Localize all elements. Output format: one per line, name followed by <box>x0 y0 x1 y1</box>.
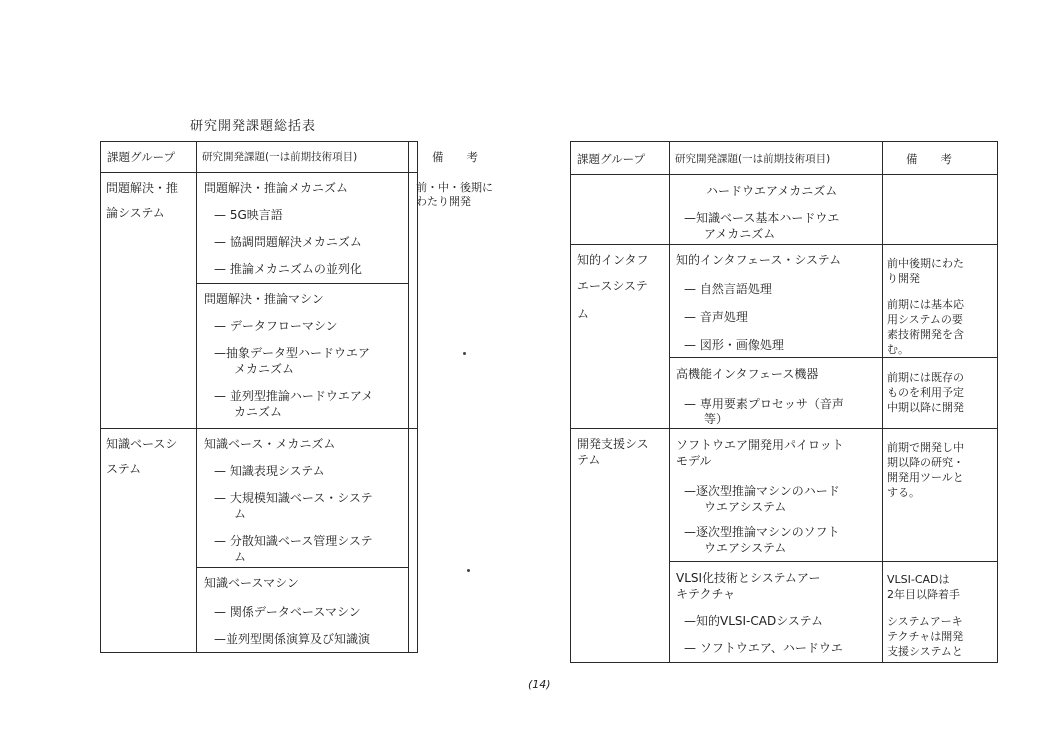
left-table-divider <box>408 141 409 653</box>
right-table-divider <box>669 141 670 663</box>
theme-line: — ソフトウエア、ハードウエ <box>684 641 843 655</box>
theme-line: — 音声処理 <box>684 310 748 324</box>
theme-line: 知識ベース・メカニズム <box>204 437 336 451</box>
remark-line: む。 <box>887 343 909 356</box>
remark-line: り開発 <box>887 272 920 285</box>
theme-line: —抽象データ型ハードウエア <box>214 346 371 360</box>
right-table-header-rule <box>570 174 998 175</box>
left-group-name: 問題解決・推 <box>106 181 179 195</box>
remark-line: 前期には既存の <box>887 371 964 384</box>
remark-line: 用システムの要 <box>887 313 963 326</box>
left-group-name: 論システム <box>106 206 165 220</box>
theme-line: — 並列型推論ハードウエアメ <box>214 389 374 403</box>
right-table-divider <box>882 141 883 663</box>
remark-line: 中期以降に開発 <box>887 401 964 414</box>
theme-line: —逐次型推論マシンのハード <box>684 484 840 498</box>
remark-line: 前期には基本応 <box>887 298 964 311</box>
theme-line: — 関係データベースマシン <box>214 605 361 619</box>
remark-line: 支援システムと <box>887 645 963 658</box>
left-group-name: 知識ベースシ <box>106 437 178 451</box>
right-table-group-rule <box>570 428 998 429</box>
right-table-subrule <box>669 561 998 562</box>
theme-line: 問題解決・推論マシン <box>204 292 324 306</box>
theme-line: ウエアシステム <box>704 500 787 514</box>
right-header-theme: 研究開発課題(一は前期技術項目) <box>675 153 831 165</box>
remark-line: 前期で開発し中 <box>887 441 964 454</box>
theme-line: — 協調問題解決メカニズム <box>214 235 362 249</box>
left-remark: わたり開発 <box>416 195 471 208</box>
remark-line: テクチャは開発 <box>887 630 964 643</box>
theme-line: —知的VLSI-CADシステム <box>684 614 824 628</box>
theme-line: アメカニズム <box>704 227 776 241</box>
remark-line: VLSI-CADは <box>887 573 950 586</box>
scan-speck <box>467 569 470 572</box>
theme-line: メカニズム <box>234 362 295 376</box>
left-header-group: 課題グループ <box>107 150 176 164</box>
right-group-name: エースシステ <box>577 279 648 293</box>
theme-line: —並列型関係演算及び知識演 <box>214 632 371 646</box>
left-table-divider <box>196 141 197 653</box>
left-table-header-rule <box>100 172 418 173</box>
remark-line: する。 <box>887 486 920 499</box>
remark-line: 2年目以降着手 <box>887 588 960 601</box>
right-group-name: ム <box>577 307 590 321</box>
theme-line: 問題解決・推論メカニズム <box>204 181 349 195</box>
right-group-name: テム <box>577 453 601 467</box>
right-group-name: 開発支援シス <box>577 437 649 451</box>
remark-line: ものを利用予定 <box>887 386 964 399</box>
left-remark: 前・中・後期に <box>416 181 493 194</box>
theme-line: — 5G映言語 <box>214 208 283 222</box>
theme-line: カニズム <box>234 405 283 419</box>
theme-line: キテクチャ <box>676 587 736 601</box>
theme-line: ム <box>234 550 247 564</box>
left-table-subrule <box>196 567 408 568</box>
remark-line: 期以降の研究・ <box>887 456 964 469</box>
remark-line: 前中後期にわた <box>887 257 964 270</box>
left-header-theme: 研究開発課題(一は前期技術項目) <box>202 151 358 163</box>
theme-line: 等） <box>704 412 729 426</box>
right-table-group-rule <box>570 244 998 245</box>
theme-line: VLSI化技術とシステムアー <box>676 571 821 585</box>
remark-line: 開発用ツールと <box>887 471 964 484</box>
theme-line: 知的インタフェース・システム <box>676 253 842 267</box>
remark-line: 素技術開発を含 <box>887 328 964 341</box>
theme-line: —逐次型推論マシンのソフト <box>684 525 840 539</box>
document-title: 研究開発課題総括表 <box>190 119 317 134</box>
theme-line: — データフローマシン <box>214 319 338 333</box>
left-table-subrule <box>196 283 408 284</box>
theme-line: — 専用要素プロセッサ（音声 <box>684 397 844 411</box>
right-table-subrule <box>669 357 998 358</box>
theme-line: ハードウエアメカニズム <box>706 184 838 198</box>
theme-line: — 知識表現システム <box>214 464 325 478</box>
left-table-group-rule <box>100 428 418 429</box>
right-header-group: 課題グループ <box>577 152 646 166</box>
theme-line: ウエアシステム <box>704 541 787 555</box>
theme-line: — 大規模知識ベース・システ <box>214 491 373 505</box>
right-header-remark: 備 考 <box>906 152 952 166</box>
theme-line: 知識ベースマシン <box>204 576 299 590</box>
scan-speck <box>463 352 466 355</box>
left-header-remark: 備 考 <box>432 150 478 164</box>
theme-line: — 自然言語処理 <box>684 282 772 296</box>
theme-line: モデル <box>676 454 712 468</box>
page-number: (14) <box>528 678 551 691</box>
theme-line: 高機能インタフェース機器 <box>676 367 819 381</box>
theme-line: — 分散知識ベース管理システ <box>214 534 373 548</box>
theme-line: — 図形・画像処理 <box>684 338 784 352</box>
theme-line: ソフトウエア開発用パイロット <box>676 438 844 452</box>
theme-line: — 推論メカニズムの並列化 <box>214 262 362 276</box>
theme-line: —知識ベース基本ハードウエ <box>684 211 840 225</box>
theme-line: ム <box>234 507 247 521</box>
remark-line: システムアーキ <box>887 615 963 628</box>
left-group-name: ステム <box>106 462 142 476</box>
right-group-name: 知的インタフ <box>577 253 649 267</box>
